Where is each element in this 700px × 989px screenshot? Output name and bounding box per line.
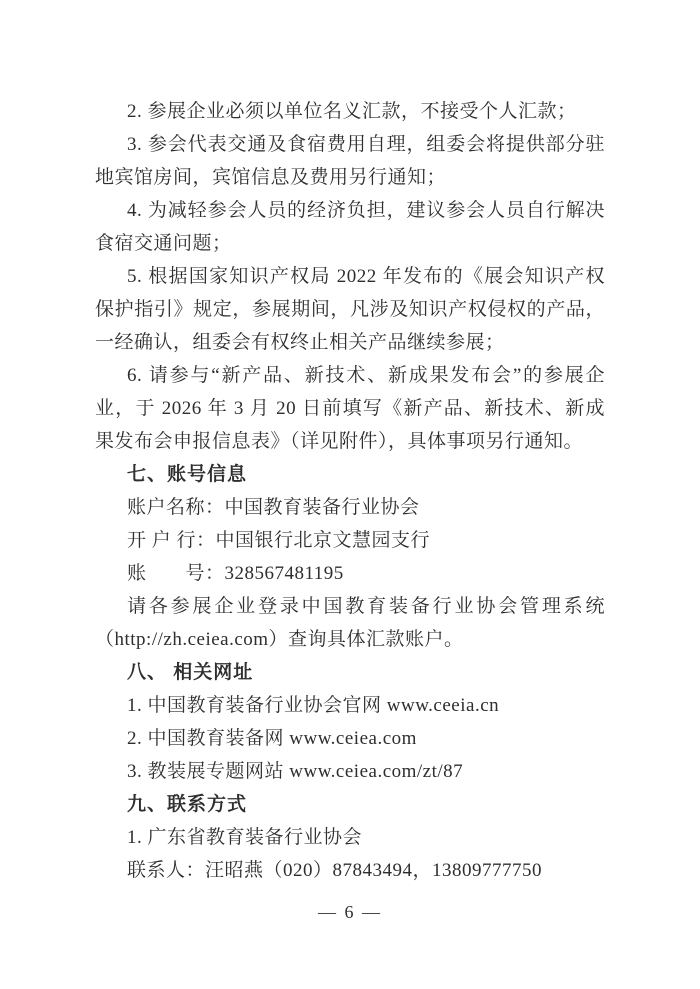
section-heading: 七、账号信息 <box>127 464 248 485</box>
paragraph: 开 户 行：中国银行北京文慧园支行 <box>127 530 431 551</box>
page-number: — 6 — <box>318 902 382 922</box>
paragraph: 6. 请参与“新产品、新技术、新成果发布会”的参展企业，于 2026 年 3 月 20 日前填写《新产品、新技术、新成果发布会申报信息表》（详见附件），具体事项另行通知。 <box>95 365 605 452</box>
paragraph: 1. 广东省教育装备行业协会 <box>127 827 363 848</box>
paragraph: 请各参展企业登录中国教育装备行业协会管理系统（http://zh.ceiea.com）查询具体汇款账户。 <box>95 596 605 650</box>
section-heading: 九、联系方式 <box>127 794 248 815</box>
section-heading: 八、 相关网址 <box>127 662 254 683</box>
document-body <box>95 95 605 887</box>
paragraph: 4. 为减轻参会人员的经济负担，建议参会人员自行解决食宿交通问题； <box>95 200 605 254</box>
paragraph: 2. 中国教育装备网 www.ceiea.com <box>127 728 417 749</box>
paragraph: 账 号：328567481195 <box>127 563 344 584</box>
paragraph: 1. 中国教育装备行业协会官网 www.ceeia.cn <box>127 695 500 716</box>
paragraph: 5. 根据国家知识产权局 2022 年发布的《展会知识产权保护指引》规定，参展期间，凡涉及知识产权侵权的产品，一经确认，组委会有权终止相关产品继续参展； <box>95 266 605 353</box>
paragraph: 账户名称：中国教育装备行业协会 <box>127 497 420 518</box>
paragraph: 联系人：汪昭燕（020）87843494，13809777750 <box>127 860 543 881</box>
paragraph: 2. 参展企业必须以单位名义汇款，不接受个人汇款； <box>127 101 577 122</box>
paragraph: 3. 教装展专题网站 www.ceiea.com/zt/87 <box>127 761 464 782</box>
paragraph: 3. 参会代表交通及食宿费用自理，组委会将提供部分驻地宾馆房间，宾馆信息及费用另行通知； <box>95 134 605 188</box>
